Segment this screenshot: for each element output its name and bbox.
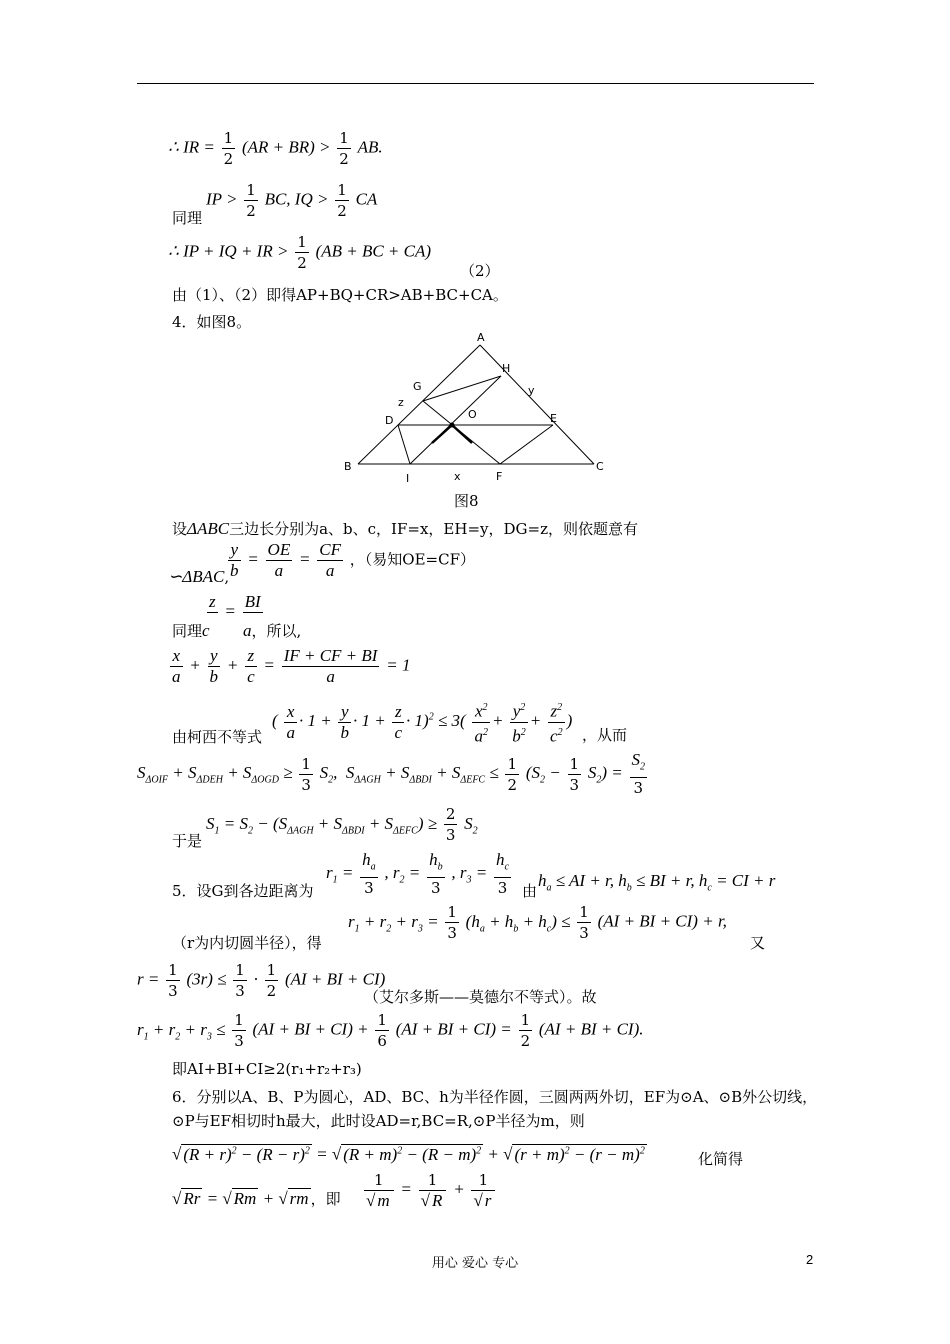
eq-area-inequalities: $S_{\Delta OIF} + S_{\Delta DEH} + S_{\Delta OGD}$ ≥ $\frac{1}{3}$ $S_2$, $S_{\Delta AGH} + S_{\Delta BDI} + S_{\Delta EFC}$ ≤ $\frac{1}{2}$ ($S_2$ − $\frac{1}{3}$ $S_2$) = $\frac{S_2}{3}$ xyxy=(137,750,645,798)
text-item-4: 4．如图8。 xyxy=(172,313,252,331)
eq-sum-ratios: $\frac{x}{a}$ + $\frac{y}{b}$ + $\frac{z}{c}$ = $\frac{IF + CF + BI}{a}$ = 1 xyxy=(172,646,411,686)
text-by: 由 xyxy=(522,882,538,900)
text-similarly-2: 同理c a，所以, xyxy=(172,621,302,640)
eq-number-2: （2） xyxy=(460,262,500,280)
label-y: y xyxy=(528,384,535,397)
eq-distances: $r_1$ = $\frac{h_a}{3}$ , $r_2$ = $\frac{h_b}{3}$ , $r_3$ = $\frac{h_c}{3}$ xyxy=(326,850,509,898)
label-b: B xyxy=(344,460,352,473)
eq-sqrt-final: √ Rr = √ Rm + √ rm ，即 xyxy=(172,1189,341,1208)
eq-ratio-z: z = BI xyxy=(209,592,261,621)
label-e: E xyxy=(550,412,557,425)
bold-segment-right xyxy=(452,425,472,443)
text-item-6-cont: ⊙P与EF相切时h最大，此时设AD=r,BC=R,⊙P半径为m，则 xyxy=(172,1112,585,1130)
eq-r: r = $\frac{1}{3}$ (3r) ≤ $\frac{1}{3}$ · $\frac{1}{2}$ (AI + BI + CI) xyxy=(137,961,386,1000)
text-incircle: （r为内切圆半径），得 xyxy=(172,934,322,952)
eq-final-5: $r_1 + r_2 + r_3$ ≤ $\frac{1}{3}$ (AI + BI + CI) + $\frac{1}{6}$ (AI + BI + CI) = $\frac{1}{2}$ (AI + BI + CI). xyxy=(137,1011,644,1050)
page-footer: 用心 爱心 专心 xyxy=(431,1256,519,1271)
line-di xyxy=(398,425,410,464)
page-number: 2 xyxy=(806,1252,814,1267)
eq-ratio-y: $\frac{y}{b}$ = $\frac{OE}{a}$ = $\frac{CF}{a}$ ，（易知OE=CF） xyxy=(230,540,475,580)
eq-ir: ∴ IR = $\frac{1}{2}$ (AR + BR) > $\frac{1}{2}$ AB. xyxy=(168,129,383,168)
eq-sqrt-tangent: √ $(R + r)^2 - (R - r)^2$ = √ $(R + m)^2 - (R - m)^2$ + √ $(r + m)^2 - (r - m)^2$ xyxy=(172,1144,645,1164)
label-a: A xyxy=(477,331,485,344)
label-z: z xyxy=(398,396,404,409)
label-i: I xyxy=(406,472,410,485)
eq-cauchy: ( $\frac{x}{a}$ · 1 + $\frac{y}{b}$ · 1 + $\frac{z}{c}$ · 1)$^2$ ≤ 3( $\frac{x^2}{a^2}$ + $\frac{y^2}{b^2}$ + $\frac{z^2}{c^2}$ ) xyxy=(272,698,572,746)
edge-ab xyxy=(358,345,480,464)
eq-ip-iq: IP > $\frac{1}{2}$ BC, IQ > $\frac{1}{2}$ CA xyxy=(206,181,378,220)
point-o xyxy=(450,423,455,428)
label-h: H xyxy=(502,362,511,375)
text-erdos-mordell: （艾尔多斯——莫德尔不等式）。故 xyxy=(364,988,597,1006)
text-simplify: 化简得 xyxy=(698,1150,744,1168)
text-item-6: 6．分别以A、B、P为圆心，AD、BC、h为半径作圆，三圆两两外切，EF为⊙A、⊙B外公切线， xyxy=(172,1088,818,1106)
label-d: D xyxy=(385,414,394,427)
eq-heights: $h_a$ ≤ AI + r, $h_b$ ≤ BI + r, $h_c$ = CI + r xyxy=(538,871,776,894)
text-conclusion-5: 即AI+BI+CI≥2(r₁+r₂+r₃) xyxy=(172,1060,362,1078)
label-x: x xyxy=(454,470,461,483)
text-conclusion: 由（1）、（2）即得AP+BQ+CR>AB+BC+CA。 xyxy=(172,286,508,304)
text-set-triangle: 设ΔABC三边长分别为a、b、c，IF=x，EH=y，DG=z，则依题意有 xyxy=(172,519,638,538)
header-rule xyxy=(137,83,814,84)
label-f: F xyxy=(496,470,503,483)
bold-segment-left xyxy=(432,425,452,443)
eq-reciprocal: $\frac{1}{√ m}$ = $\frac{1}{√ R}$ + $\frac{1}{√ r}$ xyxy=(362,1170,497,1211)
eq-s1: $S_1 = S_2 - (S_{\Delta AGH} + S_{\Delta BDI} + S_{\Delta EFC})$ ≥ $\frac{2}{3}$ $S_2$ xyxy=(206,805,478,844)
edge-ac xyxy=(480,345,594,464)
label-g: G xyxy=(413,380,422,393)
figure-8-diagram xyxy=(340,330,620,490)
line-hi xyxy=(410,376,501,464)
text-similarly: 同理 xyxy=(172,209,203,227)
text-thus: ，从而 xyxy=(582,726,628,744)
figure-caption: 图8 xyxy=(454,492,479,510)
text-also: 又 xyxy=(750,934,766,952)
label-o: O xyxy=(468,408,477,421)
text-item-5: 5．设G到各边距离为 xyxy=(172,882,314,900)
label-c: C xyxy=(596,460,604,473)
eq-sum-r: $r_1 + r_2 + r_3$ = $\frac{1}{3}$ $(h_a + h_b + h_c)$ ≤ $\frac{1}{3}$ (AI + BI + CI) + r, xyxy=(348,903,727,942)
text-therefore: 于是 xyxy=(172,832,203,850)
line-ef xyxy=(500,425,553,464)
text-cauchy: 由柯西不等式 xyxy=(172,728,263,746)
text-similar: ∽ΔBAC, xyxy=(168,567,230,586)
eq-sum-ip: ∴ IP + IQ + IR > $\frac{1}{2}$ (AB + BC + CA) xyxy=(168,233,432,272)
